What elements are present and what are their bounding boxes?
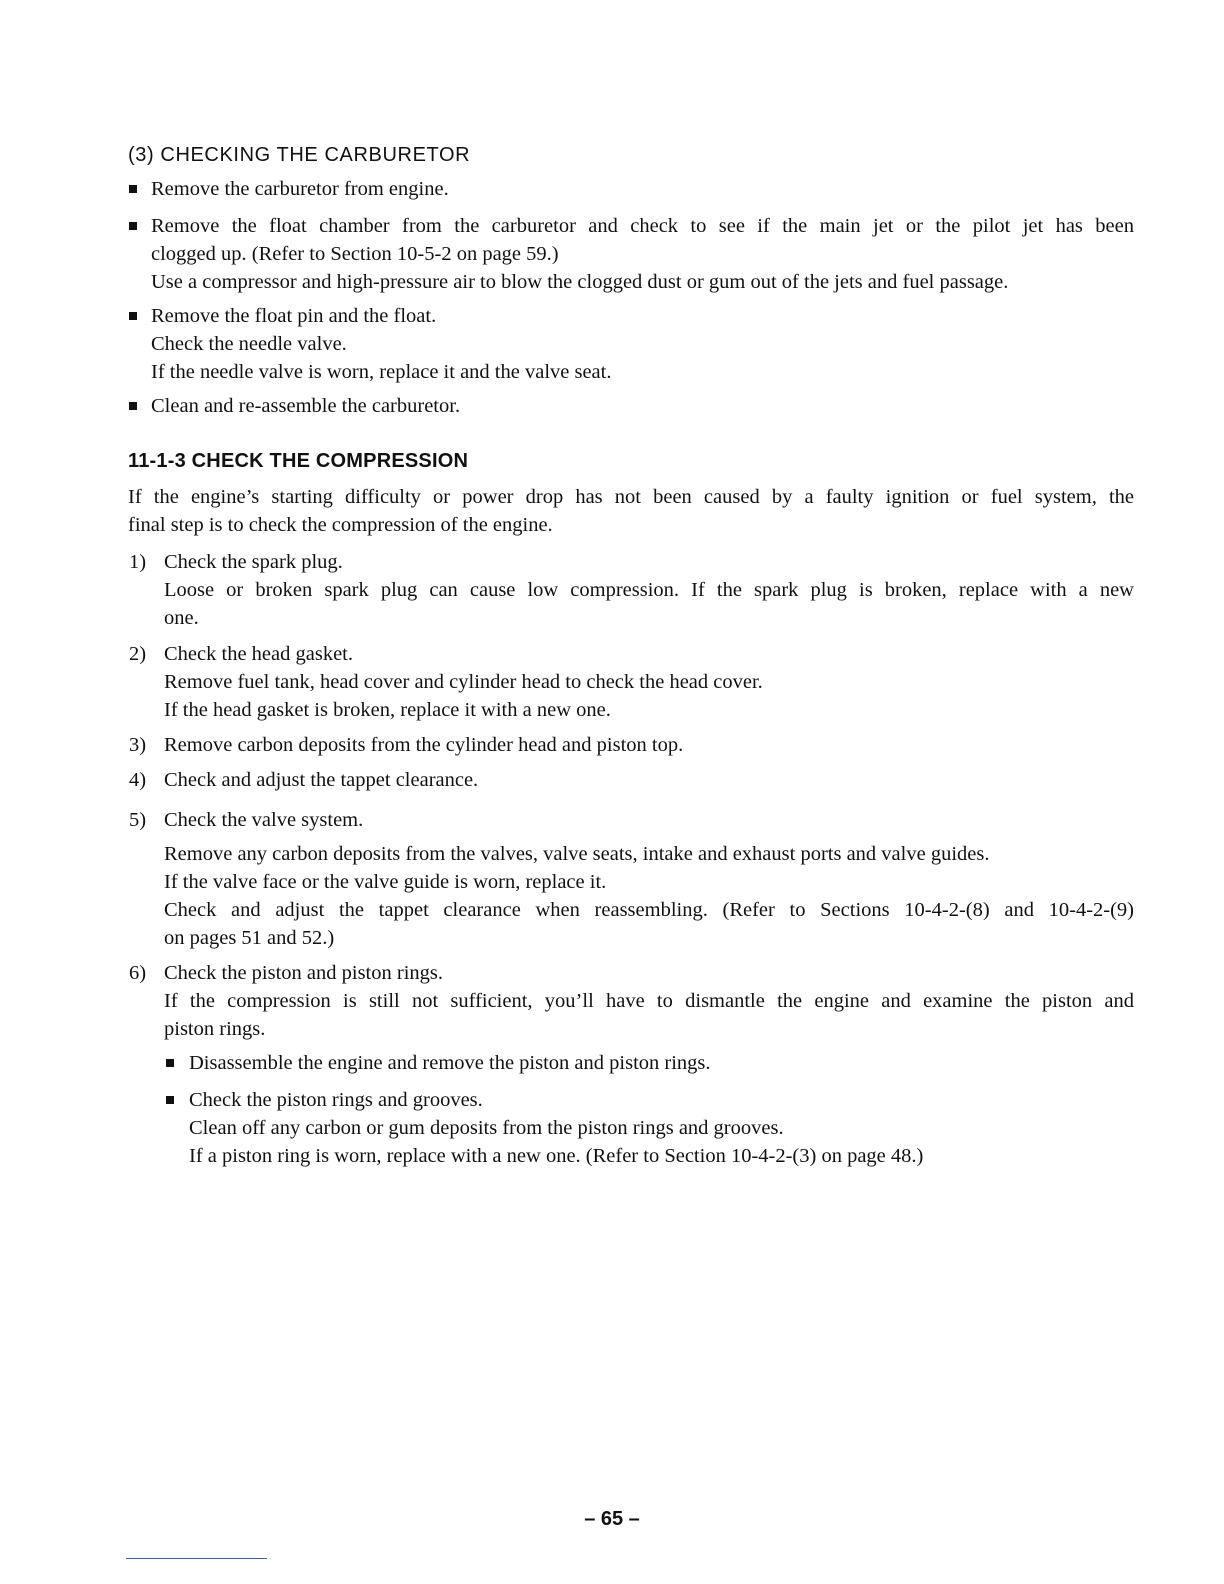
bullet-icon — [166, 1059, 174, 1067]
step-5 — [164, 806, 1134, 834]
carb-item-1-line-1: Remove the carburetor from engine. — [151, 178, 449, 200]
bullet-icon — [129, 402, 137, 410]
section-heading-compression: 11-1-3 CHECK THE COMPRESSION — [128, 450, 469, 472]
step-1 — [164, 548, 1134, 632]
bullet-icon — [129, 185, 137, 193]
step-5-detail — [164, 840, 1134, 952]
intro-line-2: final step is to check the compression of the engine. — [128, 514, 553, 536]
page-number: – 65 – — [584, 1508, 640, 1530]
carb-item-4-line-1: Clean and re-assemble the carburetor. — [151, 395, 461, 417]
step-5-detail-line-1: Remove any carbon deposits from the valves, valve seats, intake and exhaust ports and valve guides. — [164, 843, 990, 865]
step-6-line-1: Check the piston and piston rings. — [164, 962, 444, 984]
step-1-line-3: one. — [164, 607, 199, 629]
step-6-sub-1-line-1: Disassemble the engine and remove the piston and piston rings. — [189, 1052, 711, 1074]
carb-item-1 — [151, 175, 1134, 203]
step-1-line-2: Loose or broken spark plug can cause low compression. If the spark plug is broken, replace with a new — [164, 579, 1134, 601]
step-5-detail-line-2: If the valve face or the valve guide is worn, replace it. — [164, 871, 607, 893]
step-6-line-3: piston rings. — [164, 1018, 266, 1040]
section-heading-carburetor: (3) CHECKING THE CARBURETOR — [128, 144, 471, 166]
step-2-line-2: Remove fuel tank, head cover and cylinder head to check the head cover. — [164, 671, 763, 693]
step-4-line-1: Check and adjust the tappet clearance. — [164, 769, 479, 791]
bullet-icon — [129, 222, 137, 230]
step-4 — [164, 766, 1134, 794]
step-6-sub-1 — [189, 1049, 1134, 1077]
step-5-number: 5) — [129, 809, 147, 831]
step-6-sub-2-line-1: Check the piston rings and grooves. — [189, 1089, 483, 1111]
step-2-line-3: If the head gasket is broken, replace it with a new one. — [164, 699, 611, 721]
step-6-sub-2 — [189, 1086, 1134, 1170]
step-2-number: 2) — [129, 643, 147, 665]
step-1-number: 1) — [129, 551, 147, 573]
compression-intro — [128, 483, 1134, 539]
step-4-number: 4) — [129, 769, 147, 791]
carb-item-3 — [151, 302, 1134, 386]
carb-item-3-line-2: Check the needle valve. — [151, 333, 347, 355]
step-6-sub-2-line-2: Clean off any carbon or gum deposits from the piston rings and grooves. — [189, 1117, 784, 1139]
carb-item-3-line-3: If the needle valve is worn, replace it and the valve seat. — [151, 361, 612, 383]
carb-item-2-line-2: clogged up. (Refer to Section 10-5-2 on page 59.) — [151, 243, 559, 265]
carb-item-2 — [151, 212, 1134, 296]
carb-item-3-line-1: Remove the float pin and the float. — [151, 305, 437, 327]
step-6-number: 6) — [129, 962, 147, 984]
carb-item-2-line-3: Use a compressor and high-pressure air to blow the clogged dust or gum out of the jets and fuel passage. — [151, 271, 1009, 293]
step-3-line-1: Remove carbon deposits from the cylinder head and piston top. — [164, 734, 684, 756]
step-2 — [164, 640, 1134, 724]
step-2-line-1: Check the head gasket. — [164, 643, 353, 665]
bullet-icon — [129, 312, 137, 320]
step-5-line-1: Check the valve system. — [164, 809, 364, 831]
step-6-sub-2-line-3: If a piston ring is worn, replace with a new one. (Refer to Section 10-4-2-(3) on page 48.) — [189, 1145, 924, 1167]
carb-item-2-line-1: Remove the float chamber from the carburetor and check to see if the main jet or the pilot jet has been — [151, 215, 1134, 237]
bullet-icon — [166, 1096, 174, 1104]
step-5-detail-line-3: Check and adjust the tappet clearance when reassembling. (Refer to Sections 10-4-2-(8) and 10-4-2-(9) — [164, 899, 1134, 921]
step-5-detail-line-4: on pages 51 and 52.) — [164, 927, 335, 949]
step-6-line-2: If the compression is still not sufficient, you’ll have to dismantle the engine and examine the piston and — [164, 990, 1134, 1012]
step-6 — [164, 959, 1134, 1043]
step-1-line-1: Check the spark plug. — [164, 551, 343, 573]
step-3-number: 3) — [129, 734, 147, 756]
step-3 — [164, 731, 1134, 759]
footer-rule — [126, 1558, 267, 1559]
carb-item-4 — [151, 392, 1134, 420]
intro-line-1: If the engine’s starting difficulty or power drop has not been caused by a faulty ignition or fuel system, the — [128, 486, 1134, 508]
